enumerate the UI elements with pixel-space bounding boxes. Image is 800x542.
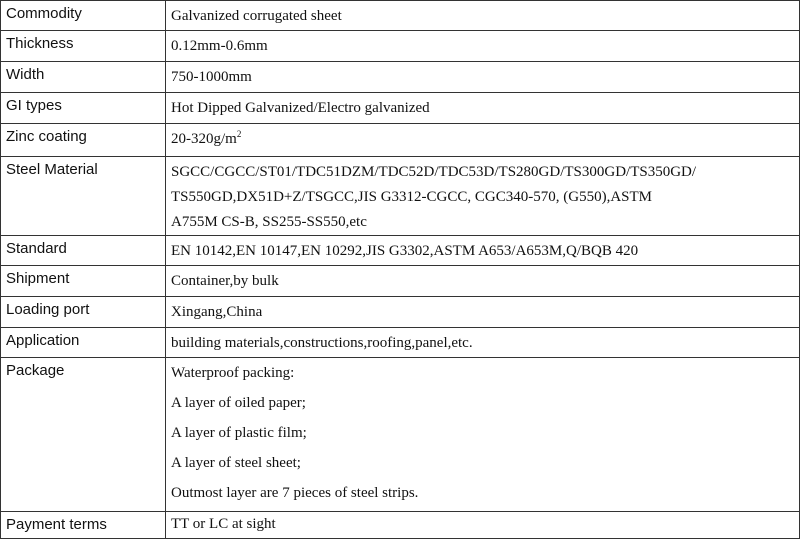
zinc-coating-value: 20-320g/m <box>171 131 237 147</box>
row-label-gi-types: GI types <box>1 93 166 124</box>
row-value-shipment: Container,by bulk <box>166 266 800 297</box>
row-value-thickness: 0.12mm-0.6mm <box>166 31 800 62</box>
package-line: A layer of plastic film; <box>171 425 307 441</box>
row-label-standard: Standard <box>1 236 166 266</box>
table-row <box>1 62 800 93</box>
table-row <box>1 157 800 236</box>
row-value-loading-port: Xingang,China <box>166 297 800 328</box>
table-row <box>1 358 800 512</box>
row-label-width: Width <box>1 62 166 93</box>
row-value-zinc-coating <box>166 124 800 157</box>
row-value-steel-material <box>166 157 800 236</box>
row-label-steel-material: Steel Material <box>1 157 166 236</box>
table-row <box>1 297 800 328</box>
table-row <box>1 266 800 297</box>
row-value-width: 750-1000mm <box>166 62 800 93</box>
row-label-loading-port: Loading port <box>1 297 166 328</box>
steel-material-line: A755M CS-B, SS255-SS550,etc <box>171 214 367 230</box>
table-row <box>1 328 800 358</box>
row-label-thickness: Thickness <box>1 31 166 62</box>
package-line: Waterproof packing: <box>171 365 295 381</box>
package-line: A layer of oiled paper; <box>171 395 306 411</box>
package-line: Outmost layer are 7 pieces of steel strips. <box>171 485 419 501</box>
table-row <box>1 236 800 266</box>
row-value-package <box>166 358 800 512</box>
row-value-commodity: Galvanized corrugated sheet <box>166 1 800 31</box>
row-label-commodity: Commodity <box>1 1 166 31</box>
row-label-payment-terms: Payment terms <box>1 512 166 539</box>
row-label-zinc-coating: Zinc coating <box>1 124 166 157</box>
row-value-application: building materials,constructions,roofing,panel,etc. <box>166 328 800 358</box>
table-row <box>1 93 800 124</box>
zinc-coating-superscript: 2 <box>236 129 242 139</box>
row-label-package: Package <box>1 358 166 512</box>
table-row <box>1 31 800 62</box>
table-row <box>1 512 800 539</box>
table-row <box>1 1 800 31</box>
row-value-gi-types: Hot Dipped Galvanized/Electro galvanized <box>166 93 800 124</box>
row-label-application: Application <box>1 328 166 358</box>
row-label-shipment: Shipment <box>1 266 166 297</box>
steel-material-line: SGCC/CGCC/ST01/TDC51DZM/TDC52D/TDC53D/TS280GD/TS300GD/TS350GD/ <box>171 164 697 180</box>
row-value-payment-terms: TT or LC at sight <box>166 512 800 539</box>
table-row <box>1 124 800 157</box>
package-line: A layer of steel sheet; <box>171 455 301 471</box>
row-value-standard: EN 10142,EN 10147,EN 10292,JIS G3302,ASTM A653/A653M,Q/BQB 420 <box>166 236 800 266</box>
steel-material-line: TS550GD,DX51D+Z/TSGCC,JIS G3312-CGCC, CGC340-570, (G550),ASTM <box>171 189 652 205</box>
